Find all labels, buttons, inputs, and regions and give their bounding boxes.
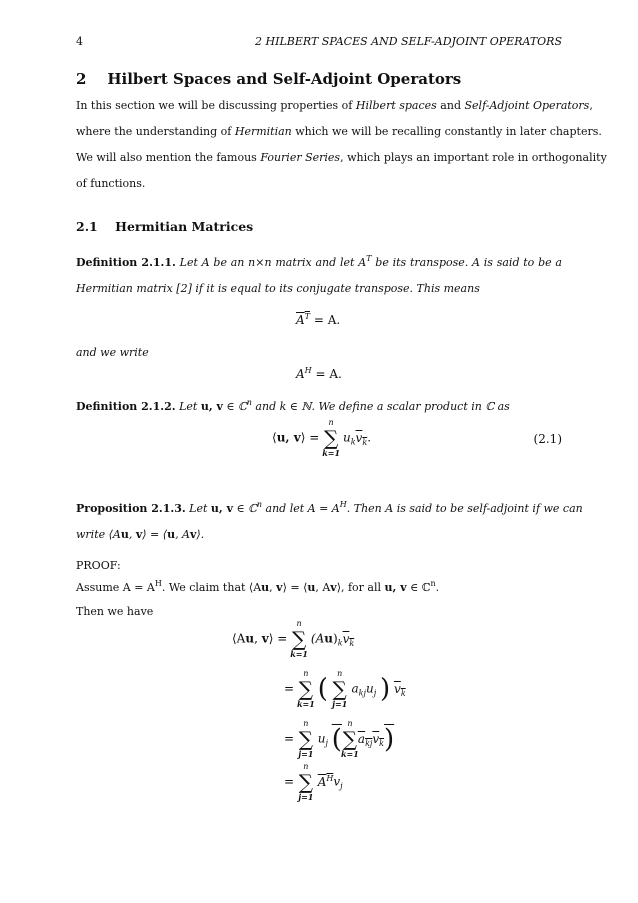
subscript: k [379, 738, 385, 748]
subsection-title: Hermitian Matrices [115, 219, 254, 234]
sum-upper-limit: n [303, 762, 309, 771]
superscript: T [304, 312, 311, 321]
text: In this section we will be discussing properties of [76, 99, 356, 112]
text: ⟩, for all [336, 581, 385, 594]
math: ⟩ = [300, 430, 324, 445]
superscript: H [154, 579, 162, 588]
math-paren: ) [380, 674, 391, 704]
math-bold: v [261, 631, 269, 646]
math: v [342, 631, 350, 646]
subsection-heading [76, 219, 253, 234]
text: and k ∈ ℕ. We define a scalar product in ℂ as [251, 400, 510, 413]
math: = A. [311, 367, 342, 381]
superscript: n [430, 579, 436, 588]
sum-symbol: ∑ n j=1 [298, 719, 314, 759]
text: We will also mention the famous [76, 151, 261, 164]
sum-symbol: ∑ n k=1 [341, 719, 359, 759]
math: v [355, 430, 363, 445]
subscript: k [349, 638, 355, 648]
sum-symbol: ∑ n k=1 [296, 669, 315, 709]
math: = [284, 774, 298, 789]
prop-line [76, 496, 583, 522]
text: write ⟨A [76, 528, 121, 541]
proof-line [76, 575, 439, 601]
subscript: j [325, 738, 328, 748]
math: ⟨A [232, 631, 246, 646]
subscript: j [340, 781, 343, 791]
text: which we will be recalling constantly in later chapters. [291, 125, 602, 138]
math-paren: ( [317, 674, 328, 704]
math-bold: v [276, 581, 283, 594]
math-bold: u, v [276, 430, 301, 445]
sum-lower-limit: k=1 [341, 749, 359, 759]
superscript: H [304, 366, 312, 375]
proof-label: PROOF: [76, 559, 121, 572]
math-bold: u [324, 631, 334, 646]
text: of functions. [76, 177, 146, 190]
math: A [317, 774, 327, 789]
math-bold: u [261, 581, 270, 594]
superscript: n [246, 398, 252, 407]
math: ⟩ = [268, 631, 292, 646]
text: ⟩ = ⟨ [142, 528, 168, 541]
definition-label: Definition 2.1.2. [76, 400, 176, 413]
subscript: k [400, 688, 406, 698]
math-bold: u, v [210, 502, 233, 515]
def-line [76, 250, 562, 276]
derivation-row-4 [284, 762, 343, 802]
math: a [351, 681, 359, 696]
intro-line [76, 93, 593, 119]
math-bold: v [330, 581, 337, 594]
running-title: 2 HILBERT SPACES AND SELF-ADJOINT OPERATORS [255, 35, 562, 48]
subscript: kj [365, 738, 373, 748]
superscript: T [366, 254, 372, 263]
def-line: and we write [76, 346, 149, 359]
math: u [317, 731, 326, 746]
math-paren: ( [331, 724, 342, 754]
math-bold: v [135, 528, 143, 541]
math: = [284, 681, 298, 696]
definition-2-1-1 [76, 250, 562, 302]
sum-upper-limit: n [347, 719, 353, 728]
text: , A [315, 581, 331, 594]
math: , [254, 631, 262, 646]
text: ∈ ℂ [222, 400, 247, 413]
sum-upper-limit: n [303, 719, 309, 728]
math: v [372, 731, 380, 746]
text: , which plays an important role in orthogonality [340, 151, 607, 164]
proposition-2-1-3 [76, 496, 583, 548]
text: Let [175, 400, 201, 413]
text: be its transpose. A is said to be a [371, 256, 562, 269]
text: ∈ ℂ [406, 581, 431, 594]
math: ⟨ [272, 430, 277, 445]
subsection-number: 2.1 [76, 219, 98, 234]
text: . [435, 581, 440, 594]
text-emph: Hermitian [234, 125, 292, 138]
sum-lower-limit: j=1 [298, 749, 314, 759]
math: u [342, 430, 351, 445]
text-emph: Hilbert spaces [355, 99, 437, 112]
text: where the understanding of [76, 125, 235, 138]
sum-symbol: ∑ n j=1 [298, 762, 314, 802]
math: v [394, 681, 401, 696]
equation-hermitian [296, 367, 342, 381]
subscript: k [350, 437, 356, 447]
page-number: 4 [76, 35, 83, 48]
math: u [366, 681, 374, 696]
text: , [269, 581, 277, 594]
math: A [296, 367, 305, 381]
text: . We claim that ⟨A [161, 581, 262, 594]
text: . Then A is said to be self-adjoint if we can [346, 502, 583, 515]
math: . [367, 430, 372, 445]
intro-paragraph [76, 93, 607, 197]
sum-lower-limit: j=1 [332, 699, 348, 709]
text-emph: Fourier Series [260, 151, 341, 164]
math: ) [333, 631, 338, 646]
superscript: H [339, 500, 347, 509]
sum-symbol: ∑ n j=1 [332, 669, 348, 709]
equation-conjugate-transpose [296, 313, 340, 327]
sum-upper-limit: n [337, 669, 343, 678]
math-bold: u [245, 631, 255, 646]
sum-upper-limit: n [303, 669, 309, 678]
sum-upper-limit: n [296, 619, 302, 628]
text-emph: Self-Adjoint Operators [464, 99, 590, 112]
sum-symbol: ∑ n k=1 [322, 418, 341, 458]
equation-number: (2.1) [533, 432, 562, 446]
section-heading [76, 70, 461, 88]
intro-line [76, 171, 562, 197]
derivation-row-3 [284, 719, 395, 759]
text: Assume A = A [76, 581, 155, 594]
math: a [357, 731, 366, 746]
math-paren: ) [384, 724, 395, 754]
sum-lower-limit: k=1 [322, 448, 341, 458]
section-title: Hilbert Spaces and Self-Adjoint Operators [107, 70, 462, 88]
text: ⟩ = ⟨ [282, 581, 308, 594]
math-bold: u, v [384, 581, 407, 594]
equation-scalar-product [272, 418, 372, 458]
definition-label: Definition 2.1.1. [76, 256, 176, 269]
intro-line [76, 145, 607, 171]
math: A [296, 313, 305, 327]
text: Let A be an n×n matrix and let A [175, 256, 367, 269]
math: (A [310, 631, 325, 646]
text: ⟩. [196, 528, 205, 541]
sum-upper-limit: n [328, 418, 334, 427]
subscript: j [373, 688, 377, 698]
math-bold: u [167, 528, 176, 541]
sum-lower-limit: j=1 [298, 792, 314, 802]
sum-symbol: ∑ n k=1 [290, 619, 308, 659]
def-line: Hermitian matrix [2] if it is equal to its conjugate transpose. This means [76, 282, 480, 295]
math-bold: u [307, 581, 316, 594]
text: , [589, 99, 593, 112]
math-bold: u [120, 528, 129, 541]
text: , A [175, 528, 190, 541]
math: = A. [310, 313, 341, 327]
math-bold: v [190, 528, 197, 541]
text: and [436, 99, 465, 112]
subscript: k [362, 437, 368, 447]
section-number: 2 [76, 70, 87, 88]
text: , [128, 528, 136, 541]
math: v [333, 774, 341, 789]
derivation-row-1 [232, 619, 355, 659]
definition-2-1-2 [76, 394, 510, 420]
subscript: k [337, 638, 343, 648]
text: and let A = A [262, 502, 340, 515]
prop-line [76, 522, 562, 548]
superscript: H [326, 773, 334, 783]
derivation-row-2 [284, 669, 406, 709]
superscript: n [256, 500, 263, 509]
text: ∈ ℂ [232, 502, 257, 515]
sum-lower-limit: k=1 [290, 649, 308, 659]
math-bold: u, v [200, 400, 223, 413]
math: = [284, 731, 298, 746]
proposition-label: Proposition 2.1.3. [76, 502, 186, 515]
text: Let [185, 502, 211, 515]
subscript: kj [358, 688, 366, 698]
intro-line [76, 119, 602, 145]
sum-lower-limit: k=1 [296, 699, 315, 709]
proof-line: Then we have [76, 605, 154, 618]
